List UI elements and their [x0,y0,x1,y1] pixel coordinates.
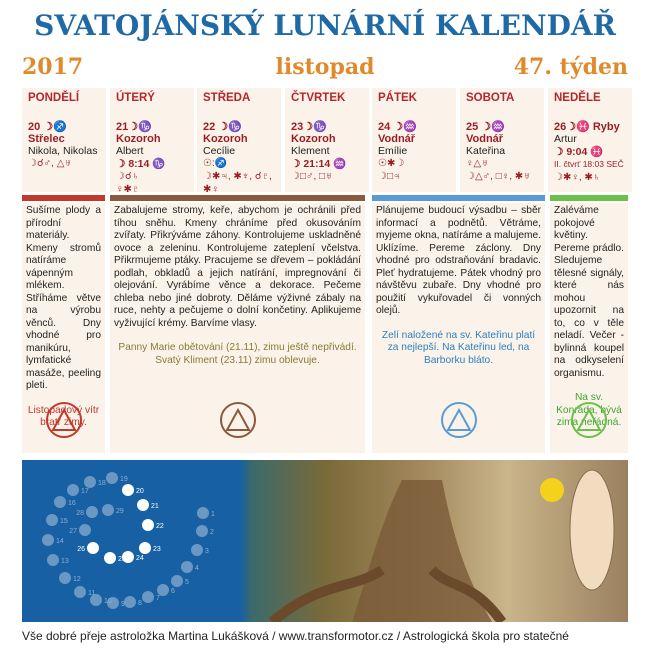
moon-phase-22 [142,519,154,531]
day-column-0 [22,88,106,192]
footer-credits: Vše dobré přeje astroložka Martina Lukášková / www.transformotor.cz / Astrologická škola pro statečné [22,629,569,643]
advice-text: Zabalujeme stromy, keře, abychom je ochránili před tíhou sněhu. Kmeny chráníme před okusováním zvířaty. Přikrýváme záhony. Kontrolujeme uskladněné ovoce a zeleninu. Kontrolujeme zateplení včelstva. Přikrmujeme ptáky. Pracujeme se dřevem – pokládání podlah, obkladů a jejich natírání, impregnování či olejování. Vyrábíme věnce a dekorace. Pečeme chleba nebo jiné dobroty. Děláme výživné zábaly na ruce, nehty a pečujeme o dolní končetiny. Aplikujeme vyživující krémy. Barvíme vlasy. [114,205,361,329]
day-name: SOBOTA [466,92,515,104]
day-name: PONDĚLÍ [28,92,80,104]
day-column-1 [110,88,194,195]
section-color-bar [22,195,105,201]
moon-day-label: 23 [153,546,161,553]
moon-day-label: 1 [211,511,215,518]
moon-phase-28 [86,506,98,518]
name-day: Kateřina [466,145,506,157]
moon-day-label: 28 [76,510,84,517]
moon-day-label: 25 [118,556,126,563]
aspects: ☽☌♄ [116,171,140,182]
moon-phase-20 [122,484,134,496]
moon-phase-5 [171,575,183,587]
moon-phase-spiral [22,460,242,622]
moon-phase-17 [67,484,79,496]
name-day: Albert [116,145,144,157]
name-day: Artur [554,133,577,145]
section-color-bar [550,195,628,201]
folk-saying: Listopadový vítr bratr zimy. [27,404,100,428]
moon-day-label: 26 [77,546,85,553]
day-column-4 [372,88,456,192]
aspects: ☽□♃ [378,171,401,182]
moon-phase-29 [102,504,114,516]
moon-sign-change: ☽ 21:14 ♒ [291,158,347,170]
name-day: Nikola, Nikolas [28,145,98,157]
moon-phase-7 [142,591,154,603]
moon-phase-16 [54,496,66,508]
day-column-2 [197,88,281,195]
day-date-sign: 25 ☽♒ Vodnář [466,121,505,145]
moon-sign-change: ☽ 8:14 ♑ [116,158,166,170]
moon-phase-15 [46,514,58,526]
moon-phase-14 [42,534,54,546]
moon-phase-18 [84,476,96,488]
day-date-sign: 21☽♑ Kozoroh [116,121,161,145]
section-color-bar [110,195,365,201]
calendar-title: SVATOJÁNSKÝ LUNÁRNÍ KALENDÁŘ [34,9,616,42]
moon-phase-3 [191,544,203,556]
day-date-sign: 24 ☽♒ Vodnář [378,121,417,145]
moon-day-label: 14 [56,538,64,545]
moon-phase-13 [47,554,59,566]
aspects: ♀△♅ [466,158,489,169]
earth-triangle-icon [220,402,256,438]
moon-day-label: 27 [69,528,77,535]
fire-triangle-icon [46,402,82,438]
week: 47. týden [513,54,628,80]
moon-phase-1 [197,507,209,519]
moon-day-label: 12 [73,576,81,583]
moon-day-label: 7 [156,595,160,602]
folk-saying: Zelí naložené na sv. Kateřinu platí za nejlepší. Na Kateřinu led, na Barborku bláto. [381,329,536,366]
moon-day-label: 24 [136,555,144,562]
aspects: ☽△♂, □♀, ✱♅ [466,171,531,182]
day-date-sign: 23☽♑ Kozoroh [291,121,336,145]
aspects: ☽✱♃, ✱♆, ☌♇, [203,171,272,182]
name-day: Klement [291,145,330,157]
day-column-6 [548,88,632,192]
advice-text: Plánujeme budoucí výsadbu – sběr informací a podnětů. Větráme, myjeme okna, natíráme a malujeme. Uklízíme. Pereme záclony. Dny vhodné pro odstraňování bradavic. Pleť hydratujeme. Pátek vhodný pro návštěvu zubaře. Dny vhodné pro použití vykuřovadel či vonných olejů. [376,205,541,316]
moon-day-label: 8 [138,600,142,607]
moon-day-label: 13 [61,558,69,565]
moon-day-label: 22 [156,523,164,530]
advice-text: Sušíme plody a přírodní materiály. Kmeny stromů natíráme vápenným mlékem. Stříháme větve na výrobu věnců. Dny vhodné pro manikúru, lymfatické masáže, peeling pleti. [26,205,101,391]
aspects: ✱♀ [203,184,219,195]
moon-day-label: 10 [104,598,112,605]
moon-day-label: 19 [120,476,128,483]
day-column-3 [285,88,369,192]
moon-phase-2 [196,525,208,537]
moon-sign-change: ☽ 9:04 ♓ [554,146,604,158]
moon-day-label: 15 [60,518,68,525]
moon-phase-11 [74,586,86,598]
moon-phase-26 [87,542,99,554]
moon-phase-25 [104,552,116,564]
moon-day-label: 11 [88,590,96,597]
moon-phase-27 [79,524,91,536]
day-name: ČTVRTEK [291,92,346,104]
moon-phase-19 [106,472,118,484]
advice-text: Zaléváme pokojové květiny. Pereme prádlo. Sledujeme tělesné signály, které nás mohou upozornit na to, co v těle neladí. Večer - bylinná koupel na odkyselení organismu. [554,205,624,379]
moon-day-label: 29 [116,508,124,515]
day-date-sign: 20 ☽♐ Střelec [28,121,67,145]
aspects: ♀✱♇ [116,184,140,195]
moon-day-label: 16 [68,500,76,507]
folk-saying: Panny Marie obětování (21.11), zimu ještě nepřivádí. Svatý Kliment (23.11) zimu oblevuje. [118,342,357,366]
moon-day-label: 18 [98,480,106,487]
aspects: ☉✱☽ [378,158,405,169]
moon-phase-4 [181,561,193,573]
day-name: PÁTEK [378,92,417,104]
air-triangle-icon [441,402,477,438]
moon-day-label: 20 [136,488,144,495]
day-name: ÚTERÝ [116,92,155,104]
moon-day-label: 2 [210,529,214,536]
day-date-sign: 26☽♓ Ryby [554,121,620,133]
moon-day-label: 5 [185,579,189,586]
section-color-bar [372,195,545,201]
moon-day-label: 6 [171,588,175,595]
water-triangle-icon [571,402,607,438]
moon-day-label: 21 [151,503,159,510]
name-day: Cecílie [203,145,236,157]
moon-phase: II. čtvrť 18:03 SEČ [554,159,624,169]
day-column-5 [460,88,544,192]
moon-day-label: 3 [205,548,209,555]
folk-saying: Na sv. Konráda, bývá zima neřádná. [556,392,622,428]
name-day: Emílie [378,145,408,157]
month: listopad [275,54,375,80]
aspects: ☽□♂, □♅ [291,171,333,182]
moon-phase-23 [139,542,151,554]
moon-phase-21 [137,499,149,511]
day-name: NEDĚLE [554,92,601,104]
moon-day-label: 17 [81,488,89,495]
day-name: STŘEDA [203,92,251,104]
aspects: ☽✱♀, ✱♄ [554,172,601,183]
aspects: ☽☌♂, △♅ [28,158,72,169]
moon-phase-8 [124,596,136,608]
moon-day-label: 9 [121,601,125,608]
aspects: ☉:♐ [203,158,228,169]
moon-day-label: 4 [195,565,199,572]
moon-phase-12 [59,572,71,584]
day-date-sign: 22 ☽♑ Kozoroh [203,121,248,145]
year: 2017 [22,54,84,80]
